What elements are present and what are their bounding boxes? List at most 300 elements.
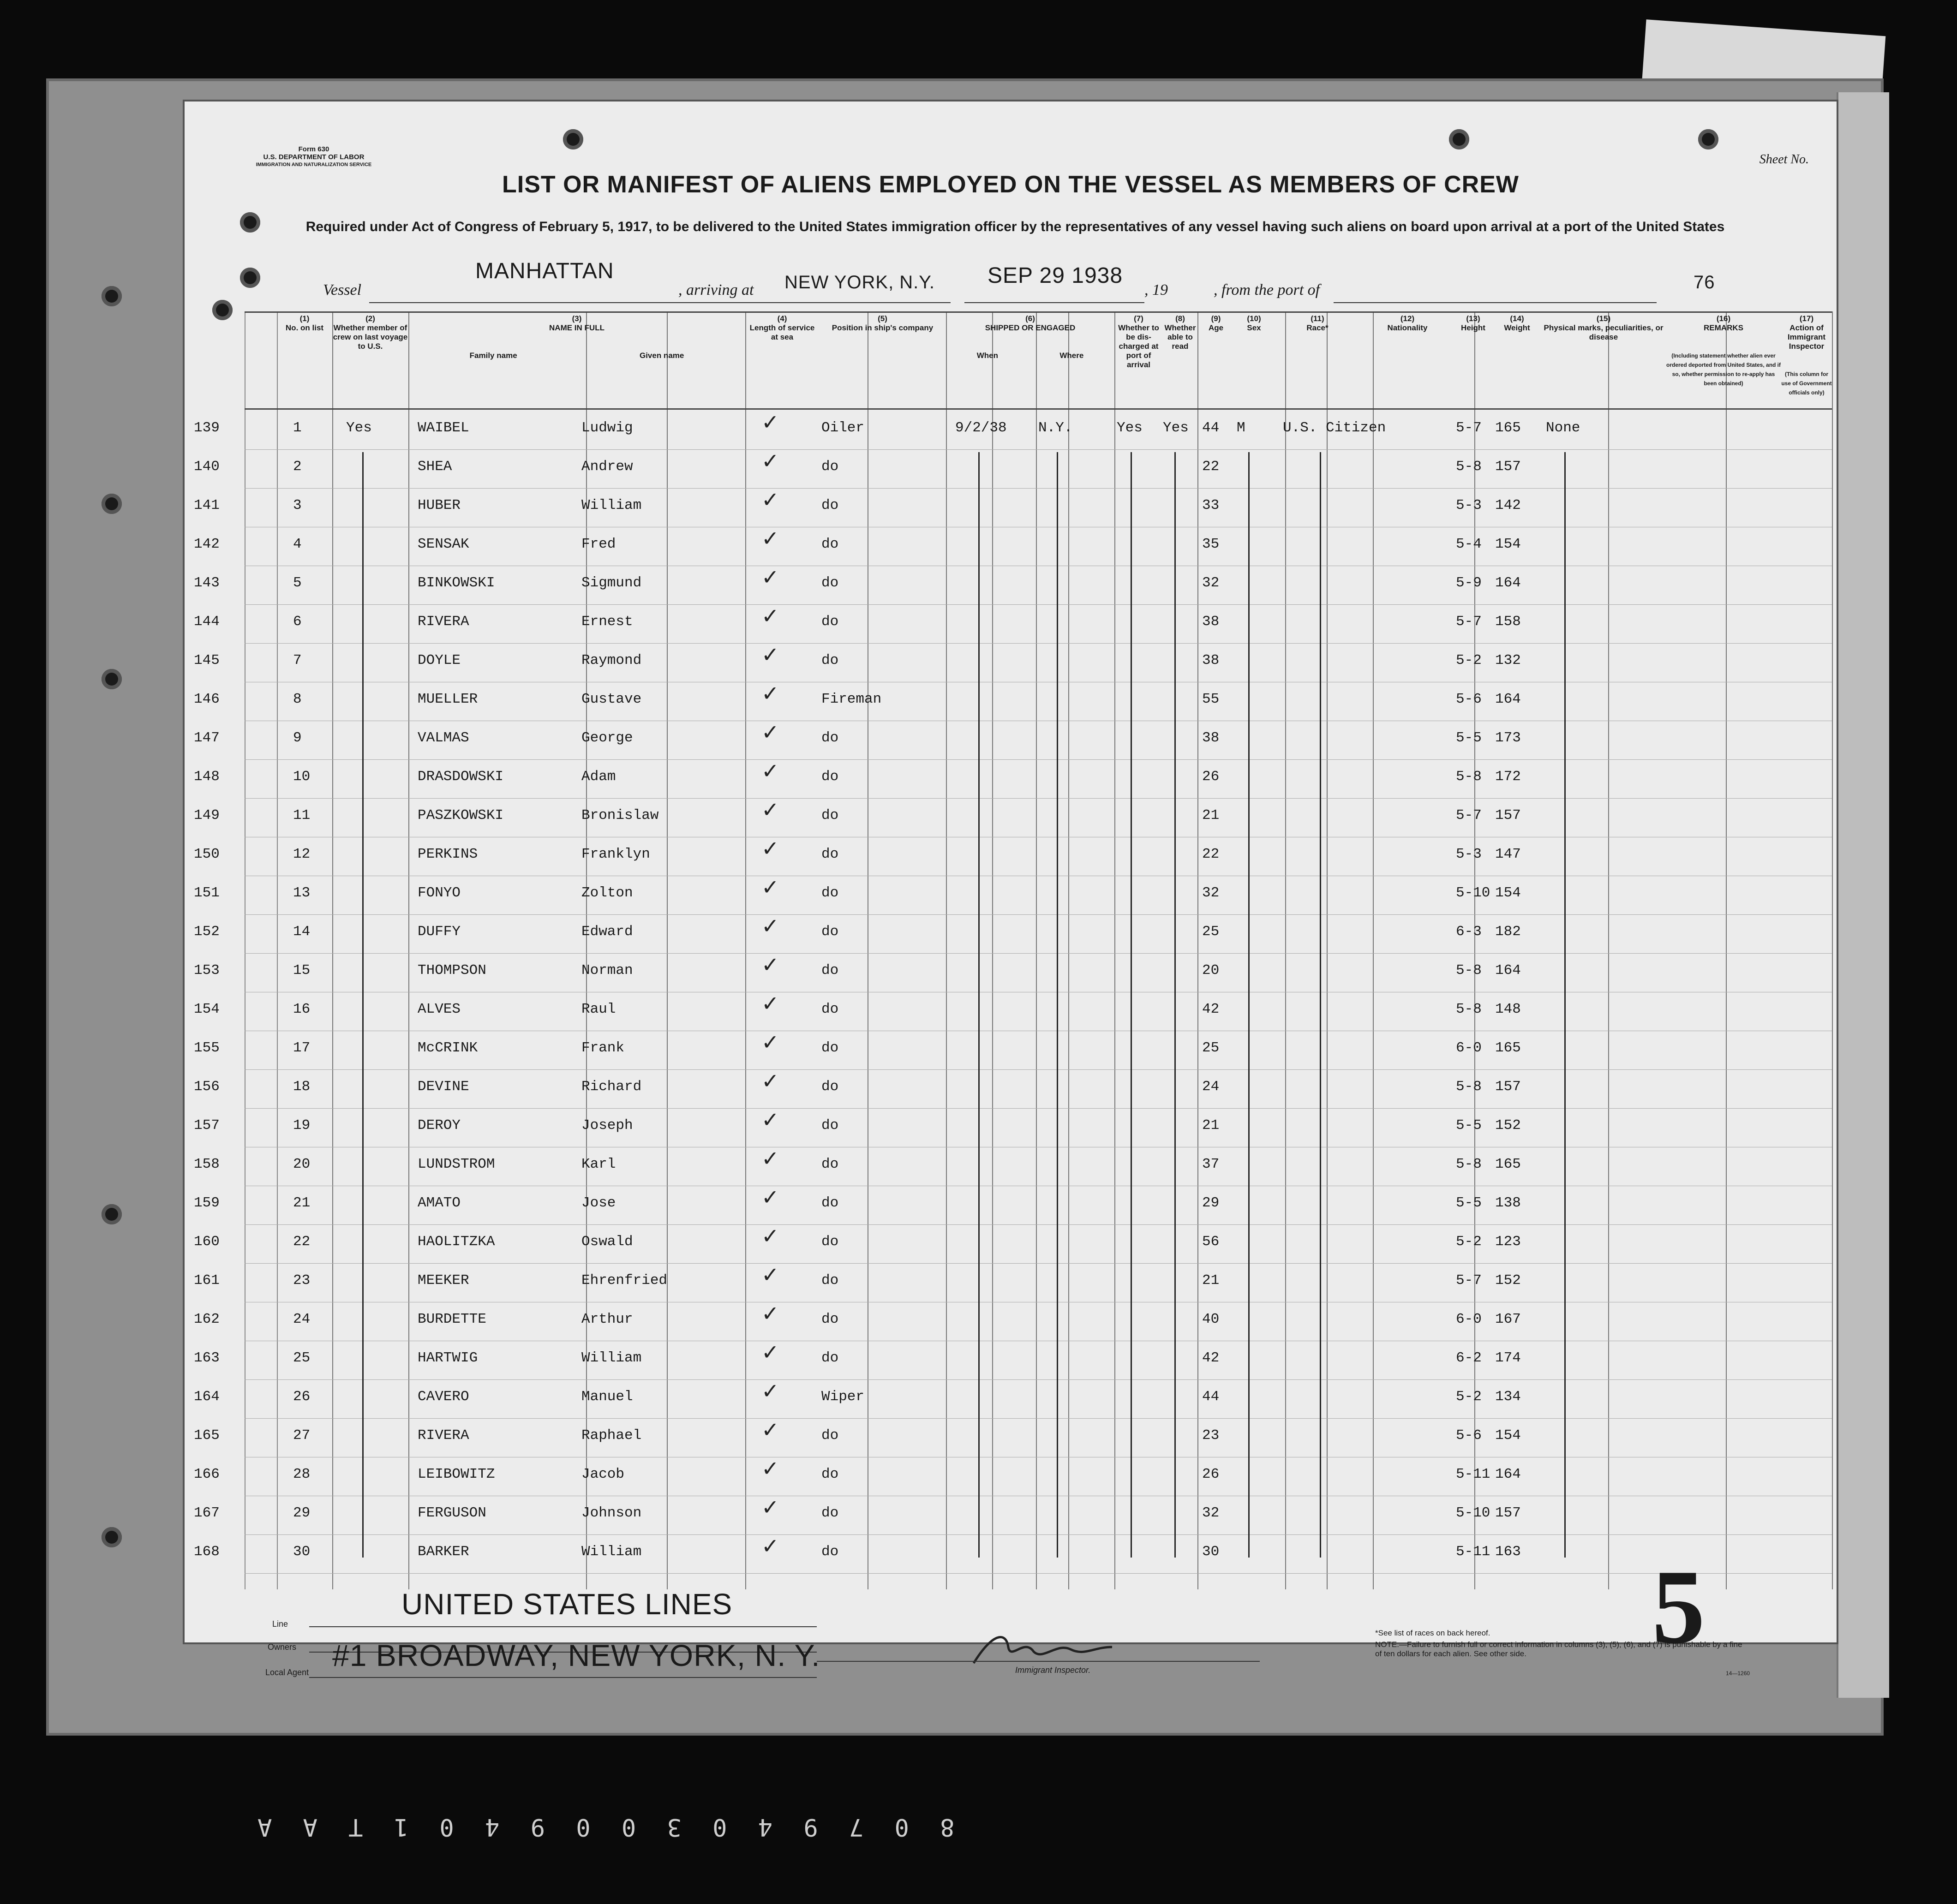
age: 22 (1202, 846, 1220, 862)
column-header (1274, 314, 1361, 333)
local-agent-label: Local Agent (265, 1668, 309, 1677)
punch-hole (563, 129, 583, 149)
check-mark-icon: ✓ (761, 1030, 779, 1054)
height: 5-7 (1456, 420, 1482, 436)
table-row (194, 449, 1832, 497)
height: 5-7 (1456, 614, 1482, 630)
age: 38 (1202, 652, 1220, 668)
given-name: Fred (581, 536, 616, 552)
check-mark-icon: ✓ (761, 1108, 779, 1132)
position: Wiper (821, 1389, 865, 1405)
ditto-stroke (1131, 452, 1132, 1558)
column-number: (8) (1175, 314, 1185, 323)
stamp-number: 139 (194, 420, 220, 436)
column-number: (3) (572, 314, 582, 323)
table-column-rule (1832, 311, 1833, 1589)
table-row (194, 565, 1832, 614)
given-name: Gustave (581, 691, 642, 707)
weight: 152 (1495, 1272, 1521, 1289)
weight: 182 (1495, 924, 1521, 940)
table-row (194, 1418, 1832, 1466)
age: 40 (1202, 1311, 1220, 1327)
list-number: 16 (293, 1001, 311, 1017)
age: 26 (1202, 1466, 1220, 1482)
check-mark-icon: ✓ (761, 875, 779, 899)
weight: 157 (1495, 1505, 1521, 1521)
check-mark-icon: ✓ (761, 759, 779, 783)
column-number: (9) (1211, 314, 1221, 323)
table-row (194, 1301, 1832, 1350)
given-name: William (581, 1544, 642, 1560)
department: U.S. DEPARTMENT OF LABOR (263, 153, 365, 161)
given-name: Ernest (581, 614, 633, 630)
list-number: 10 (293, 769, 311, 785)
height: 5-10 (1456, 1505, 1490, 1521)
height: 5-10 (1456, 885, 1490, 901)
column-number: (17) (1799, 314, 1814, 323)
family-name: RIVERA (418, 1427, 469, 1444)
column-number: (10) (1247, 314, 1261, 323)
stamp-number: 166 (194, 1466, 220, 1482)
list-number: 11 (293, 807, 311, 824)
position: do (821, 652, 839, 668)
given-name: Jose (581, 1195, 616, 1211)
position: do (821, 1272, 839, 1289)
list-number: 8 (293, 691, 302, 707)
position: do (821, 536, 839, 552)
check-mark-icon: ✓ (761, 991, 779, 1015)
weight: 142 (1495, 497, 1521, 513)
family-name: FERGUSON (418, 1505, 486, 1521)
position: do (821, 1350, 839, 1366)
list-number: 15 (293, 962, 311, 979)
column-label: No. on list (285, 323, 324, 332)
table-row (194, 991, 1832, 1040)
header-rule (245, 408, 1832, 410)
given-name: Frank (581, 1040, 625, 1056)
position: do (821, 1505, 839, 1521)
column-label: Length of service at sea (749, 323, 815, 341)
position: do (821, 846, 839, 862)
list-number: 6 (293, 614, 302, 630)
column-label: Position in ship's company (832, 323, 934, 332)
family-name: BINKOWSKI (418, 575, 495, 591)
column-number: (7) (1134, 314, 1143, 323)
list-number: 30 (293, 1544, 311, 1560)
local-agent: #1 BROADWAY, NEW YORK, N. Y. (332, 1638, 820, 1672)
position: do (821, 1234, 839, 1250)
family-name: SENSAK (418, 536, 469, 552)
column-subheader: (This column for use of Government officials only) (1781, 371, 1832, 396)
age: 25 (1202, 1040, 1220, 1056)
position: do (821, 1195, 839, 1211)
column-header (1234, 314, 1274, 333)
prior-voyage: Yes (346, 420, 372, 436)
able-to-read: Yes (1163, 420, 1189, 436)
column-number: (13) (1466, 314, 1480, 323)
height: 5-8 (1456, 1079, 1482, 1095)
family-name: BARKER (418, 1544, 469, 1560)
column-number: (4) (777, 314, 787, 323)
family-name: THOMPSON (418, 962, 486, 979)
height: 5-6 (1456, 691, 1482, 707)
position: do (821, 497, 839, 513)
column-header (745, 314, 819, 342)
column-label: REMARKS (1704, 323, 1743, 332)
stamp-number: 150 (194, 846, 220, 862)
stamp-number: 158 (194, 1156, 220, 1172)
stamp-number: 168 (194, 1544, 220, 1560)
line-label: Line (272, 1619, 288, 1629)
check-mark-icon: ✓ (761, 1069, 779, 1093)
given-name: George (581, 730, 633, 746)
check-mark-icon: ✓ (761, 1185, 779, 1209)
column-subheader: Where (1059, 351, 1084, 360)
family-name: ALVES (418, 1001, 461, 1017)
family-name: DUFFY (418, 924, 461, 940)
age: 32 (1202, 575, 1220, 591)
position: do (821, 1079, 839, 1095)
check-mark-icon: ✓ (761, 720, 779, 744)
binder-hole (102, 1204, 122, 1224)
age: 56 (1202, 1234, 1220, 1250)
position: Oiler (821, 420, 865, 436)
page-subtitle: Required under Act of Congress of February 5, 1917, to be delivered to the United States immigration officer by the representatives of any vessel having such aliens on board upon arrival at a port of the United States (305, 219, 1725, 234)
sheet-number-label: Sheet No. (1759, 152, 1809, 167)
height: 5-5 (1456, 1117, 1482, 1134)
given-name: Raul (581, 1001, 616, 1017)
column-subheaders (946, 351, 1114, 360)
given-name: Edward (581, 924, 633, 940)
list-number: 25 (293, 1350, 311, 1366)
weight: 174 (1495, 1350, 1521, 1366)
column-subheader: When (976, 351, 998, 360)
given-name: Adam (581, 769, 616, 785)
column-header (408, 314, 745, 360)
check-mark-icon: ✓ (761, 1301, 779, 1325)
list-number: 24 (293, 1311, 311, 1327)
table-row (194, 875, 1832, 924)
stamp-number: 160 (194, 1234, 220, 1250)
column-number: (16) (1716, 314, 1731, 323)
age: 21 (1202, 807, 1220, 824)
age: 25 (1202, 924, 1220, 940)
column-header (819, 314, 946, 333)
family-name: HUBER (418, 497, 461, 513)
list-number: 3 (293, 497, 302, 513)
line-name: UNITED STATES LINES (401, 1588, 733, 1621)
binder-hole (102, 494, 122, 514)
column-number: (12) (1400, 314, 1415, 323)
weight: 152 (1495, 1117, 1521, 1134)
check-mark-icon: ✓ (761, 798, 779, 822)
height: 6-0 (1456, 1040, 1482, 1056)
position: do (821, 769, 839, 785)
column-header (1163, 314, 1197, 351)
column-header (1541, 314, 1666, 342)
age: 44 (1202, 1389, 1220, 1405)
column-header (1114, 314, 1163, 370)
stamp-number: 152 (194, 924, 220, 940)
column-subheader: Family name (469, 351, 517, 360)
check-mark-icon: ✓ (761, 1418, 779, 1442)
stamp-number: 156 (194, 1079, 220, 1095)
page-stack-edge (1837, 92, 1889, 1698)
column-header (1781, 314, 1832, 397)
height: 5-3 (1456, 497, 1482, 513)
stamp-number: 145 (194, 652, 220, 668)
table-row (194, 759, 1832, 807)
check-mark-icon: ✓ (761, 1534, 779, 1558)
stamp-number: 155 (194, 1040, 220, 1056)
column-label: Weight (1504, 323, 1530, 332)
film-strip-code: 8 0 7 9 4 0 3 0 0 9 4 0 1 T A A (249, 1813, 955, 1841)
given-name: Franklyn (581, 846, 650, 862)
service-name: IMMIGRATION AND NATURALIZATION SERVICE (256, 162, 372, 167)
check-mark-icon: ✓ (761, 953, 779, 977)
column-number: (6) (1025, 314, 1035, 323)
table-row (194, 681, 1832, 730)
ditto-stroke (978, 452, 980, 1558)
weight: 167 (1495, 1311, 1521, 1327)
punch-hole (1698, 129, 1718, 149)
table-row (194, 1263, 1832, 1311)
table-row (194, 798, 1832, 846)
given-name: Manuel (581, 1389, 633, 1405)
list-number: 5 (293, 575, 302, 591)
weight: 165 (1495, 1040, 1521, 1056)
vessel-label: Vessel (323, 281, 362, 298)
check-mark-icon: ✓ (761, 1495, 779, 1519)
height: 5-4 (1456, 536, 1482, 552)
height: 5-3 (1456, 846, 1482, 862)
fine-note: NOTE.—Failure to furnish full or correct information in columns (3), (5), (6), and (7) is punishable by a fine of ten dollars for each alien. See other side. (1375, 1640, 1742, 1658)
height: 5-7 (1456, 807, 1482, 824)
age: 38 (1202, 614, 1220, 630)
age: 20 (1202, 962, 1220, 979)
binder-hole (102, 286, 122, 306)
family-name: DOYLE (418, 652, 461, 668)
weight: 154 (1495, 885, 1521, 901)
family-name: LEIBOWITZ (418, 1466, 495, 1482)
column-label: Height (1461, 323, 1485, 332)
stamp-number: 154 (194, 1001, 220, 1017)
table-row (194, 720, 1832, 769)
column-number: (2) (365, 314, 375, 323)
column-label: Nationality (1387, 323, 1428, 332)
column-label: Age (1208, 323, 1224, 332)
column-label: Action of Immigrant Inspector (1787, 323, 1826, 351)
stamp-number: 163 (194, 1350, 220, 1366)
column-header (946, 314, 1114, 360)
list-number: 9 (293, 730, 302, 746)
check-mark-icon: ✓ (761, 488, 779, 512)
stamp-number: 167 (194, 1505, 220, 1521)
weight: 163 (1495, 1544, 1521, 1560)
position: do (821, 614, 839, 630)
sex: M (1237, 420, 1245, 436)
table-row (194, 488, 1832, 536)
crew-table (194, 311, 1832, 1589)
family-name: MUELLER (418, 691, 478, 707)
height: 5-2 (1456, 1389, 1482, 1405)
check-mark-icon: ✓ (761, 836, 779, 860)
weight: 147 (1495, 846, 1521, 862)
column-number: (14) (1510, 314, 1524, 323)
position: do (821, 807, 839, 824)
age: 21 (1202, 1117, 1220, 1134)
weight: 157 (1495, 1079, 1521, 1095)
column-subheaders (408, 351, 745, 360)
family-name: WAIBEL (418, 420, 469, 436)
list-number: 27 (293, 1427, 311, 1444)
height: 6-3 (1456, 924, 1482, 940)
stamp-number: 161 (194, 1272, 220, 1289)
stamp-number: 148 (194, 769, 220, 785)
age: 29 (1202, 1195, 1220, 1211)
weight: 173 (1495, 730, 1521, 746)
list-number: 29 (293, 1505, 311, 1521)
family-name: LUNDSTROM (418, 1156, 495, 1172)
table-row (194, 1379, 1832, 1427)
age: 23 (1202, 1427, 1220, 1444)
shipped-where: N.Y. (1038, 420, 1073, 436)
family-name: DEVINE (418, 1079, 469, 1095)
list-number: 18 (293, 1079, 311, 1095)
arriving-label: , arriving at (678, 281, 754, 298)
weight: 165 (1495, 1156, 1521, 1172)
weight: 158 (1495, 614, 1521, 630)
page-title: LIST OR MANIFEST OF ALIENS EMPLOYED ON THE VESSEL AS MEMBERS OF CREW (502, 171, 1519, 198)
stamp-number: 162 (194, 1311, 220, 1327)
column-label: Whether able to read (1164, 323, 1196, 351)
binder-hole (102, 669, 122, 689)
stamp-number: 142 (194, 536, 220, 552)
position: do (821, 885, 839, 901)
column-subheaders (1666, 351, 1781, 388)
column-number: (5) (878, 314, 887, 323)
height: 5-2 (1456, 1234, 1482, 1250)
stamp-number: 146 (194, 691, 220, 707)
age: 24 (1202, 1079, 1220, 1095)
race: U.S. Citizen (1283, 420, 1386, 436)
from-port-label: , from the port of (1214, 281, 1320, 298)
age: 30 (1202, 1544, 1220, 1560)
height: 5-8 (1456, 459, 1482, 475)
position: do (821, 962, 839, 979)
weight: 123 (1495, 1234, 1521, 1250)
list-number: 20 (293, 1156, 311, 1172)
header-top-rule (245, 311, 1832, 313)
arriving-port: NEW YORK, N.Y. (784, 272, 935, 292)
column-number: (15) (1596, 314, 1611, 323)
column-label: NAME IN FULL (549, 323, 604, 332)
owners-label: Owners (268, 1642, 297, 1652)
check-mark-icon: ✓ (761, 1456, 779, 1480)
given-name: Bronislaw (581, 807, 659, 824)
check-mark-icon: ✓ (761, 643, 779, 667)
given-name: Raphael (581, 1427, 642, 1444)
check-mark-icon: ✓ (761, 604, 779, 628)
stamp-number: 140 (194, 459, 220, 475)
age: 55 (1202, 691, 1220, 707)
family-name: PASZKOWSKI (418, 807, 504, 824)
weight: 164 (1495, 962, 1521, 979)
sheet-big-number: 5 (1652, 1548, 1705, 1665)
position: do (821, 730, 839, 746)
weight: 154 (1495, 536, 1521, 552)
check-mark-icon: ✓ (761, 914, 779, 938)
races-note: *See list of races on back hereof. (1375, 1629, 1490, 1637)
table-row (194, 1108, 1832, 1156)
list-number: 7 (293, 652, 302, 668)
weight: 164 (1495, 691, 1521, 707)
list-number: 2 (293, 459, 302, 475)
height: 5-7 (1456, 1272, 1482, 1289)
family-name: FONYO (418, 885, 461, 901)
check-mark-icon: ✓ (761, 526, 779, 550)
table-row (194, 643, 1832, 691)
position: do (821, 575, 839, 591)
weight: 157 (1495, 459, 1521, 475)
age: 38 (1202, 730, 1220, 746)
column-label: Whether to be dis-charged at port of arrival (1118, 323, 1159, 369)
age: 42 (1202, 1001, 1220, 1017)
given-name: Raymond (581, 652, 642, 668)
position: do (821, 1544, 839, 1560)
position: do (821, 1466, 839, 1482)
given-name: William (581, 1350, 642, 1366)
column-header (1666, 314, 1781, 388)
ditto-stroke (1174, 452, 1176, 1558)
given-name: Zolton (581, 885, 633, 901)
table-row (194, 953, 1832, 1001)
family-name: DEROY (418, 1117, 461, 1134)
family-name: HARTWIG (418, 1350, 478, 1366)
table-row (194, 526, 1832, 575)
physical-marks: None (1546, 420, 1580, 436)
column-subheader: Given name (639, 351, 684, 360)
position: do (821, 1427, 839, 1444)
family-name: SHEA (418, 459, 452, 475)
age: 32 (1202, 885, 1220, 901)
table-row (194, 1456, 1832, 1505)
list-number: 28 (293, 1466, 311, 1482)
column-subheaders (1781, 370, 1832, 397)
check-mark-icon: ✓ (761, 449, 779, 473)
position: do (821, 924, 839, 940)
shipped-when: 9/2/38 (955, 420, 1007, 436)
height: 5-9 (1456, 575, 1482, 591)
age: 42 (1202, 1350, 1220, 1366)
height: 5-8 (1456, 1001, 1482, 1017)
check-mark-icon: ✓ (761, 410, 779, 434)
height: 5-5 (1456, 730, 1482, 746)
list-number: 13 (293, 885, 311, 901)
age: 22 (1202, 459, 1220, 475)
table-row (194, 1495, 1832, 1544)
family-name: RIVERA (418, 614, 469, 630)
height: 5-5 (1456, 1195, 1482, 1211)
given-name: Richard (581, 1079, 642, 1095)
age: 44 (1202, 420, 1220, 436)
given-name: Karl (581, 1156, 616, 1172)
family-name: PERKINS (418, 846, 478, 862)
column-label: SHIPPED OR ENGAGED (985, 323, 1076, 332)
list-number: 4 (293, 536, 302, 552)
check-mark-icon: ✓ (761, 1263, 779, 1287)
ditto-stroke (1248, 452, 1250, 1558)
